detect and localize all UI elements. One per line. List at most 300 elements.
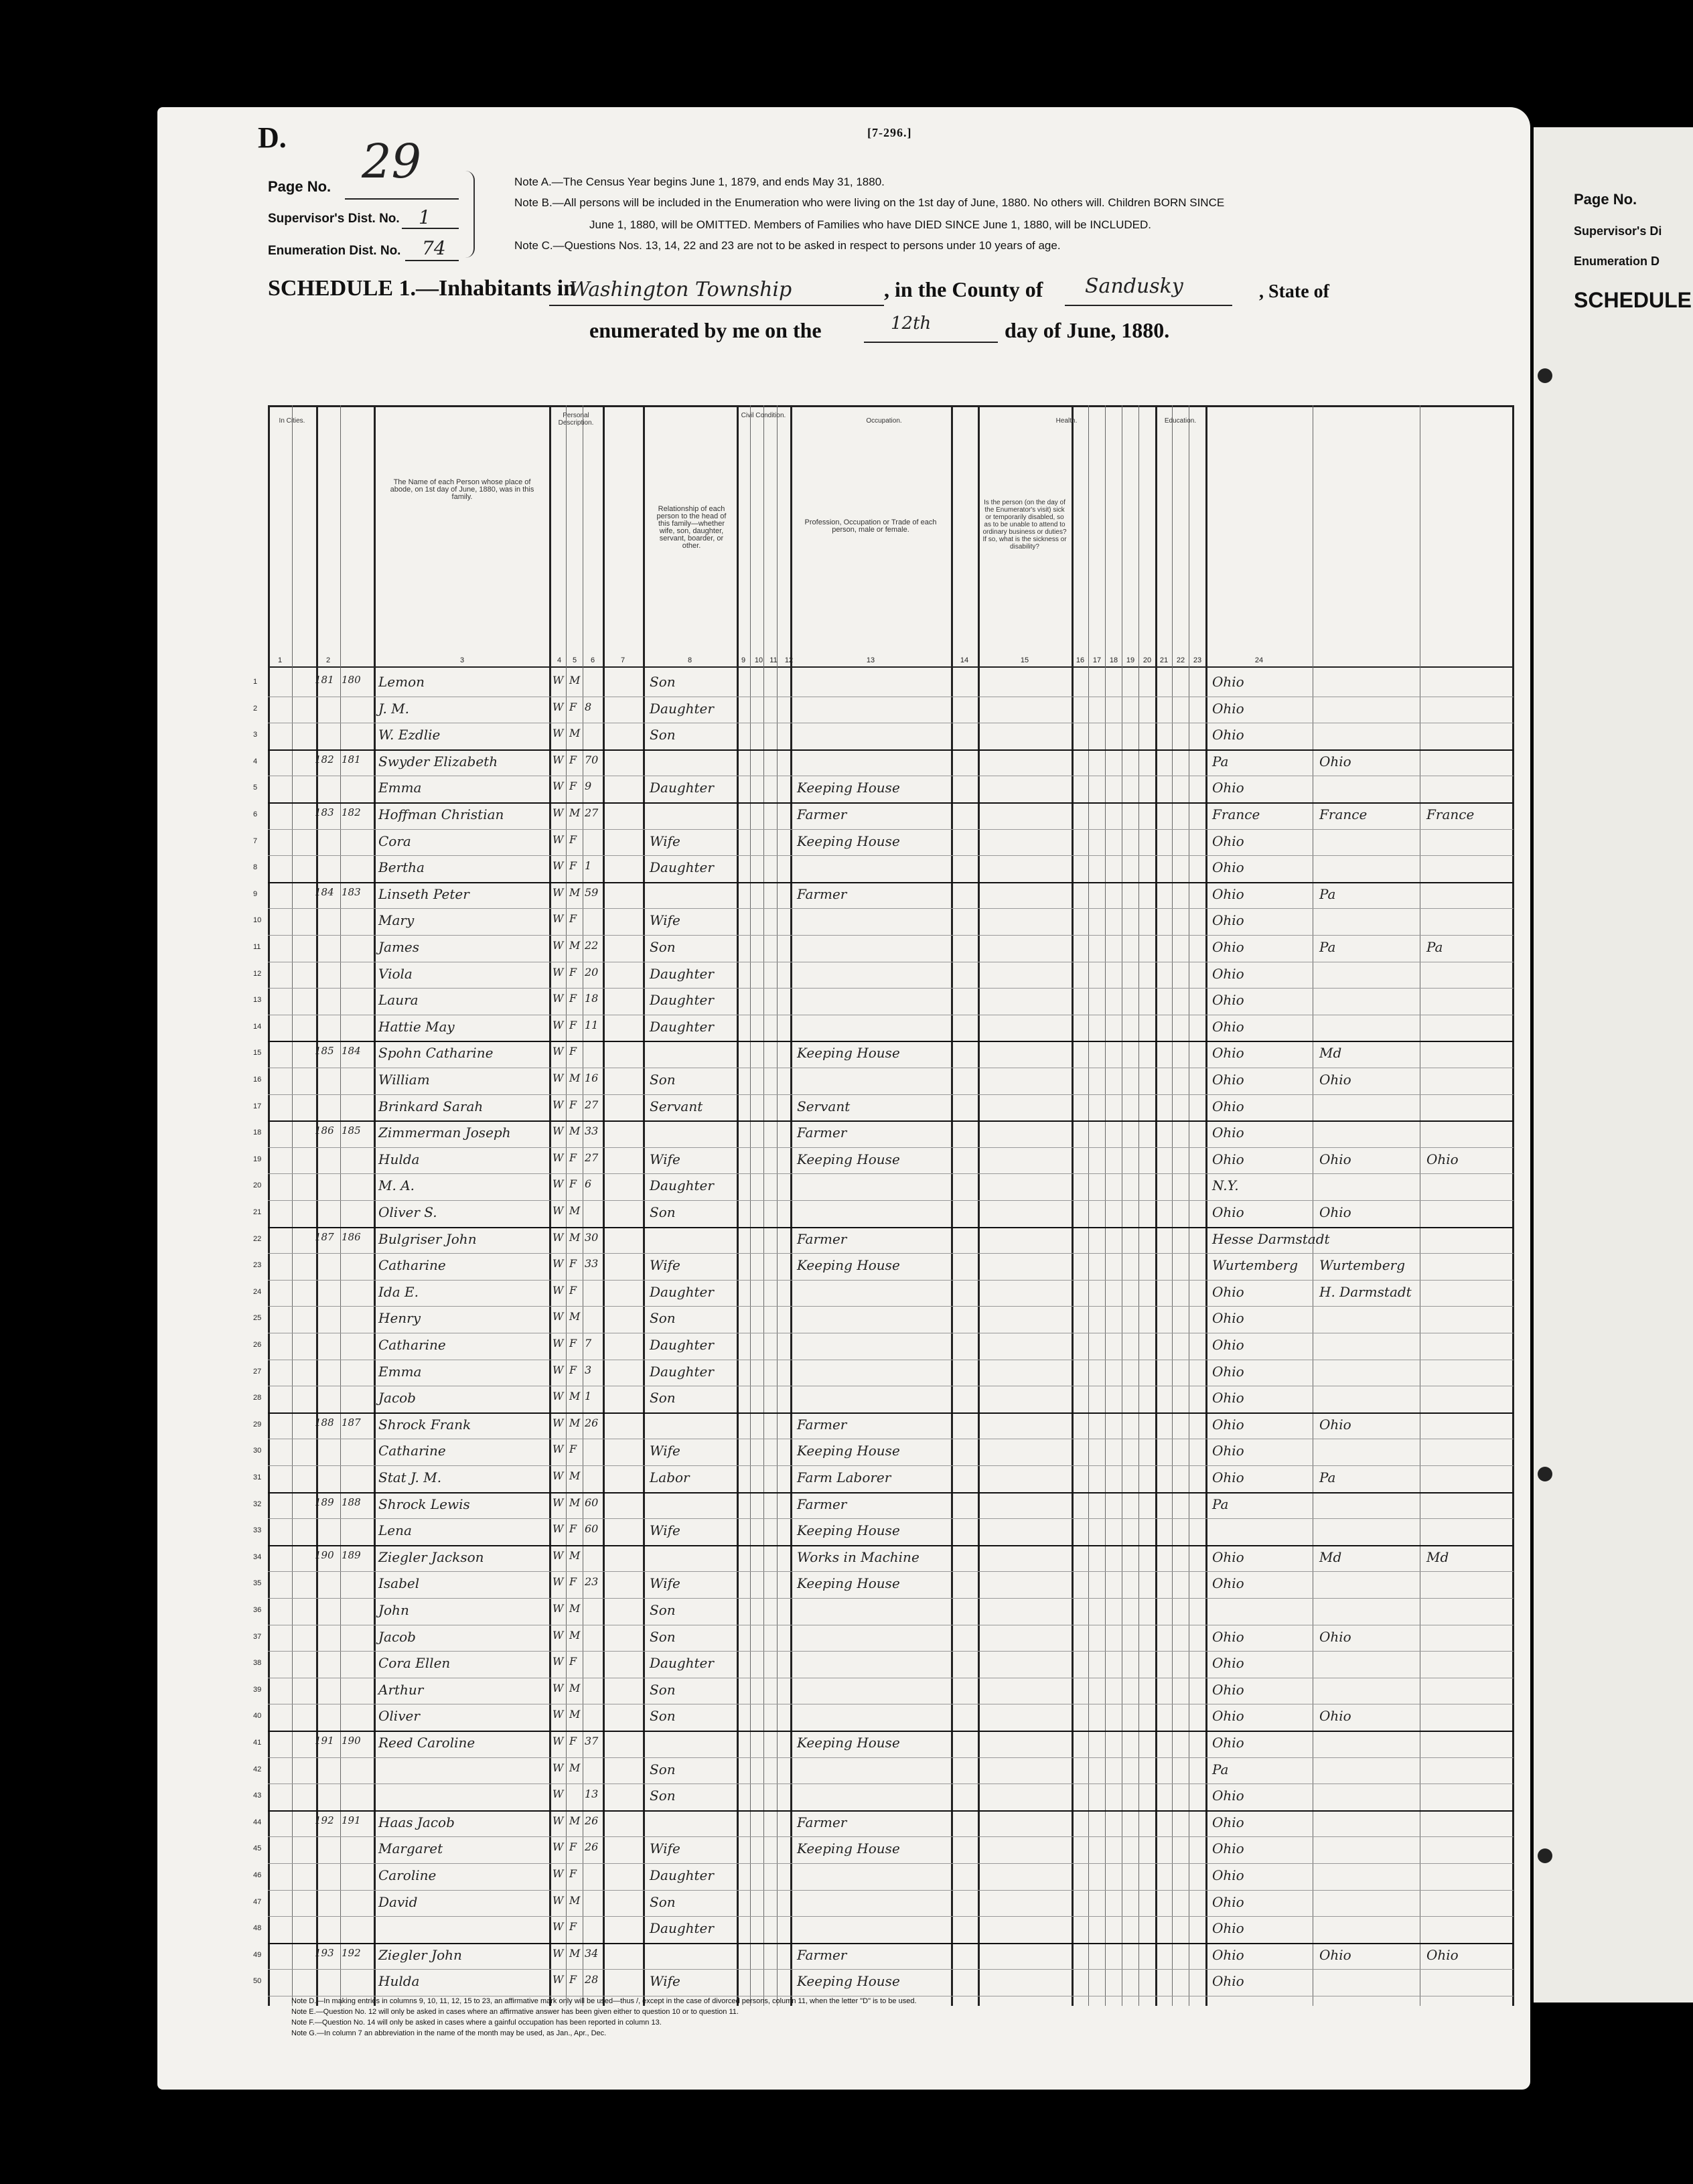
table-row [253,908,1514,936]
relationship: Daughter [650,1363,714,1380]
page-no-value: 29 [362,134,422,189]
family-number: 185 [342,1124,361,1137]
date-label: day of June, 1880. [1005,318,1170,342]
age: 1 [585,1390,592,1403]
relationship: Wife [650,1522,680,1539]
father-birthplace: Ohio [1319,1204,1351,1220]
person-name: W. Ezdlie [378,727,441,743]
person-name: Bertha [378,859,425,876]
line-number: 28 [253,1394,262,1402]
color: W [553,1177,564,1191]
person-name: Arthur [378,1681,424,1698]
color: W [553,912,564,926]
father-birthplace: Ohio [1319,1628,1351,1645]
enumerated-label: enumerated by me on the [589,318,822,342]
dwelling-number: 188 [315,1416,334,1429]
person-name: Cora [378,832,411,849]
person-name: Ida E. [378,1283,419,1300]
birthplace: Ohio [1212,780,1244,796]
sex: F [569,1257,577,1270]
color: W [553,1814,564,1827]
sex: F [569,1920,577,1934]
family-number: 184 [342,1045,361,1058]
line-number: 18 [253,1129,262,1137]
sex: F [569,1655,577,1668]
line-number: 38 [253,1659,262,1668]
father-birthplace: Pa [1319,1469,1336,1485]
table-row [253,1704,1514,1732]
line-number: 24 [253,1287,262,1296]
col-num: 21 [1159,656,1169,664]
person-name: James [378,939,420,955]
col-num: 19 [1126,656,1135,664]
sex: M [569,885,581,899]
table-row [253,1625,1514,1652]
color: W [553,992,564,1005]
line-number: 3 [253,731,258,739]
head-sick: Is the person (on the day of the Enumerator's visit) sick or temporarily disabled, so as to be unable to attend to ordinary business or duties? If so, what is the sickness or disability? [982,499,1067,551]
head-in-cities: In Cities. [279,417,305,425]
head-occupation: Occupation. [866,417,902,425]
person-name: Cora Ellen [378,1655,451,1672]
dwelling-number: 190 [315,1548,334,1561]
birthplace: Ohio [1212,912,1244,929]
supervisor-label: Supervisor's Dist. No. [268,212,400,226]
occupation: Farmer [797,1496,847,1512]
birthplace: Ohio [1212,1973,1244,1990]
color: W [553,1575,564,1589]
birthplace: Ohio [1212,1920,1244,1937]
line-number: 4 [253,757,258,766]
family-number: 191 [342,1814,361,1826]
father-birthplace: Ohio [1319,1416,1351,1433]
color: W [553,1602,564,1615]
color: W [553,1018,564,1031]
dwelling-number: 193 [315,1946,334,1959]
birthplace: Ohio [1212,1098,1244,1114]
color: W [553,1840,564,1854]
table-row [253,1200,1514,1228]
col-num: 5 [572,656,577,664]
sex: F [569,700,577,713]
table-row [253,776,1514,804]
sex: F [569,1973,577,1986]
table-row [253,855,1514,883]
person-name: David [378,1893,418,1910]
color: W [553,1655,564,1668]
family-number: 188 [342,1496,361,1508]
birthplace: Ohio [1212,885,1244,902]
person-name: Stat J. M. [378,1469,442,1485]
right-supervisor: Supervisor's Di [1574,224,1662,238]
dwelling-number: 185 [315,1045,334,1058]
line-number: 35 [253,1579,262,1588]
sex: F [569,1522,577,1536]
person-name: Hulda [378,1151,420,1167]
sex: F [569,1151,577,1164]
color: W [553,885,564,899]
color: W [553,1390,564,1403]
form-number: [7-296.] [867,126,912,139]
relationship: Son [650,1602,676,1618]
age: 28 [585,1973,599,1986]
table-header-rule [268,666,1514,668]
person-name: Hoffman Christian [378,806,504,822]
line-number: 11 [253,943,261,951]
occupation: Farmer [797,1946,847,1963]
person-name: Viola [378,965,413,982]
binder-hole [1538,1848,1552,1863]
person-name: Haas Jacob [378,1814,455,1830]
sex: M [569,806,581,819]
dwelling-number: 181 [315,674,334,686]
person-name: Ziegler John [378,1946,462,1963]
line-number: 9 [253,889,258,898]
color: W [553,1735,564,1747]
col-num: 20 [1143,656,1152,664]
supervisor-value: 1 [419,206,431,228]
col-num: 18 [1109,656,1118,664]
line-number: 26 [253,1341,262,1349]
birthplace: Ohio [1212,1814,1244,1830]
table-row [253,723,1514,751]
occupation: Keeping House [797,1735,900,1751]
relationship: Daughter [650,1867,714,1883]
birthplace: Ohio [1212,1867,1244,1883]
mother-birthplace: France [1426,806,1475,822]
sex: F [569,992,577,1005]
color: W [553,1973,564,1986]
line-number: 14 [253,1022,262,1031]
line-number: 6 [253,810,258,818]
occupation: Keeping House [797,1973,900,1990]
birthplace: Ohio [1212,1124,1244,1141]
line-number: 39 [253,1685,262,1694]
relationship: Son [650,1708,676,1725]
line-number: 20 [253,1181,262,1190]
birthplace: Ohio [1212,1628,1244,1645]
line-number: 44 [253,1818,262,1826]
occupation: Farmer [797,1230,847,1247]
sex: M [569,1072,581,1084]
birthplace: N.Y. [1212,1177,1239,1194]
binder-hole [1538,1467,1552,1481]
color: W [553,674,564,686]
family-number: 186 [342,1230,361,1243]
line-number: 12 [253,969,262,978]
person-name: Laura [378,992,419,1009]
relationship: Son [650,939,676,955]
col-num: 14 [960,656,969,664]
table-row [253,802,1514,830]
table-row [253,1041,1514,1068]
table-row [253,829,1514,857]
occupation: Keeping House [797,832,900,849]
header-brace [465,171,475,258]
color: W [553,1628,564,1642]
col-num: 23 [1193,656,1202,664]
table-row [253,1836,1514,1864]
line-number: 27 [253,1367,262,1376]
right-schedule: SCHEDULE [1574,288,1692,312]
col-num: 22 [1176,656,1185,664]
sex: F [569,1045,577,1058]
enum-label: Enumeration Dist. No. [268,244,401,258]
table-row [253,1094,1514,1122]
sex: F [569,1443,577,1456]
age: 6 [585,1177,592,1191]
line-number: 22 [253,1234,262,1243]
occupation: Keeping House [797,1045,900,1062]
relationship: Wife [650,1443,680,1459]
dwelling-number: 189 [315,1496,334,1508]
birthplace: Ohio [1212,1708,1244,1725]
person-name: Linseth Peter [378,885,469,902]
person-name: Hattie May [378,1018,455,1035]
sex: M [569,1681,581,1694]
age: 33 [585,1124,599,1138]
sex: M [569,1946,581,1960]
sex: F [569,1867,577,1880]
county-line [1065,305,1232,306]
age: 34 [585,1946,599,1960]
father-birthplace: Ohio [1319,1151,1351,1167]
enum-value: 74 [422,237,446,259]
birthplace: Ohio [1212,727,1244,743]
table-row [253,1890,1514,1917]
mother-birthplace: Pa [1426,939,1443,955]
sex: M [569,674,581,686]
sex: F [569,753,577,766]
table-row [253,697,1514,724]
birthplace: Ohio [1212,832,1244,849]
age: 70 [585,753,599,766]
age: 1 [585,859,592,873]
sex: M [569,1469,581,1482]
occupation: Farmer [797,806,847,822]
table-row [253,988,1514,1015]
col-num: 12 [784,656,794,664]
line-number: 21 [253,1208,262,1216]
occupation: Farmer [797,1124,847,1141]
head-health: Health. [1055,417,1078,425]
age: 16 [585,1072,599,1084]
occupation: Works in Machine [797,1548,919,1565]
note-e: Note E.—Question No. 12 will only be asked in cases where an affirmative answer has been given either to question 10 or to question 11. [291,2008,739,2016]
table-top-rule [268,405,1514,407]
sex: F [569,1575,577,1589]
table-row [253,1068,1514,1095]
person-name: M. A. [378,1177,415,1194]
table-row [253,1439,1514,1466]
sex: F [569,1018,577,1031]
col-num: 6 [590,656,595,664]
table-row [253,1227,1514,1254]
sex: F [569,1735,577,1747]
person-name: Shrock Lewis [378,1496,470,1512]
table-row [253,935,1514,962]
col-num: 7 [620,656,625,664]
head-relationship: Relationship of each person to the head of this family—whether wife, son, daughter, servant, boarder, or other. [656,505,727,550]
birthplace: Ohio [1212,1204,1244,1220]
col-num: 15 [1020,656,1029,664]
schedule-title: SCHEDULE 1.—Inhabitants in [268,276,577,301]
table-row [253,1518,1514,1546]
family-number: 192 [342,1946,361,1959]
table-row [253,1015,1514,1043]
table-row [253,749,1514,777]
county-value: Sandusky [1085,275,1183,298]
birthplace: Ohio [1212,1018,1244,1035]
color: W [553,1363,564,1376]
sex: M [569,1204,581,1217]
person-name: Caroline [378,1867,437,1883]
birthplace: Ohio [1212,1045,1244,1062]
sex: M [569,1548,581,1562]
dwelling-number: 183 [315,806,334,818]
family-number: 182 [342,806,361,818]
birthplace: Pa [1212,1761,1229,1777]
relationship: Daughter [650,700,714,717]
head-personal: Personal Description. [558,412,594,427]
birthplace: Ohio [1212,965,1244,982]
person-name: Lemon [378,674,425,690]
color: W [553,727,564,740]
age: 8 [585,700,592,713]
occupation: Keeping House [797,780,900,796]
age: 22 [585,939,599,952]
table-row [253,1863,1514,1891]
relationship: Son [650,1761,676,1777]
color: W [553,1708,564,1721]
sex: M [569,1416,581,1429]
age: 37 [585,1735,599,1747]
relationship: Daughter [650,992,714,1009]
birthplace: Ohio [1212,1390,1244,1406]
line-number: 34 [253,1552,262,1561]
sex: F [569,1283,577,1297]
line-number: 13 [253,996,262,1005]
person-name: Catharine [378,1443,446,1459]
birthplace: Ohio [1212,1840,1244,1857]
age: 26 [585,1840,599,1854]
person-name: Jacob [378,1628,416,1645]
col-num: 2 [325,656,331,664]
dwelling-number: 186 [315,1124,334,1137]
relationship: Daughter [650,1018,714,1035]
person-name: Oliver S. [378,1204,437,1220]
father-birthplace: H. Darmstadt [1319,1283,1412,1300]
birthplace: Pa [1212,1496,1229,1512]
line-number: 15 [253,1049,262,1058]
relationship: Wife [650,1151,680,1167]
occupation: Farmer [797,885,847,902]
day-value: 12th [891,313,932,334]
age: 20 [585,965,599,978]
birthplace: Ohio [1212,1310,1244,1327]
person-name: Jacob [378,1390,416,1406]
birthplace: Ohio [1212,1575,1244,1592]
father-birthplace: Wurtemberg [1319,1257,1406,1274]
sex: M [569,1814,581,1827]
sex: F [569,1098,577,1111]
relationship: Daughter [650,965,714,982]
col-num: 1 [277,656,283,664]
line-number: 17 [253,1102,262,1110]
person-name: Margaret [378,1840,443,1857]
sex: F [569,780,577,793]
birthplace: Hesse Darmstadt [1212,1230,1330,1247]
color: W [553,1416,564,1429]
age: 33 [585,1257,599,1270]
enum-line [405,260,459,261]
note-a: Note A.—The Census Year begins June 1, 1879, and ends May 31, 1880. [514,175,885,188]
county-label: , in the County of [884,277,1043,301]
person-name: Hulda [378,1973,420,1990]
sex: F [569,965,577,978]
color: W [553,1788,564,1801]
person-name: Catharine [378,1257,446,1274]
township-value: Washington Township [569,278,792,301]
line-number: 10 [253,916,262,925]
line-number: 16 [253,1076,262,1084]
person-name: Spohn Catharine [378,1045,494,1062]
person-name: J. M. [378,700,410,717]
father-birthplace: Pa [1319,939,1336,955]
person-name: Reed Caroline [378,1735,475,1751]
binder-hole [1538,368,1552,383]
sex: F [569,912,577,926]
color: W [553,806,564,819]
color: W [553,965,564,978]
head-education: Education. [1164,417,1197,425]
table-row [253,1492,1514,1520]
line-number: 2 [253,704,258,713]
col-num: 10 [754,656,763,664]
line-number: 25 [253,1314,262,1323]
sex: M [569,1124,581,1138]
color: W [553,1548,564,1562]
family-number: 187 [342,1416,361,1429]
relationship: Daughter [650,1655,714,1672]
table-row [253,1678,1514,1705]
birthplace: Ohio [1212,1337,1244,1353]
table-row [253,1120,1514,1148]
color: W [553,1469,564,1482]
color: W [553,1337,564,1350]
relationship: Wife [650,912,680,929]
col-num: 3 [459,656,465,664]
father-birthplace: Ohio [1319,753,1351,770]
line-number: 42 [253,1765,262,1773]
line-number: 7 [253,836,258,845]
color: W [553,1257,564,1270]
sex: F [569,832,577,846]
line-number: 5 [253,784,258,792]
line-number: 45 [253,1844,262,1853]
relationship: Wife [650,1840,680,1857]
table-row [253,1757,1514,1785]
line-number: 40 [253,1712,262,1721]
age: 60 [585,1522,599,1536]
person-name: Henry [378,1310,421,1327]
relationship: Wife [650,832,680,849]
color: W [553,832,564,846]
sex: M [569,1602,581,1615]
birthplace: Ohio [1212,1893,1244,1910]
relationship: Son [650,1204,676,1220]
dwelling-number: 192 [315,1814,334,1826]
